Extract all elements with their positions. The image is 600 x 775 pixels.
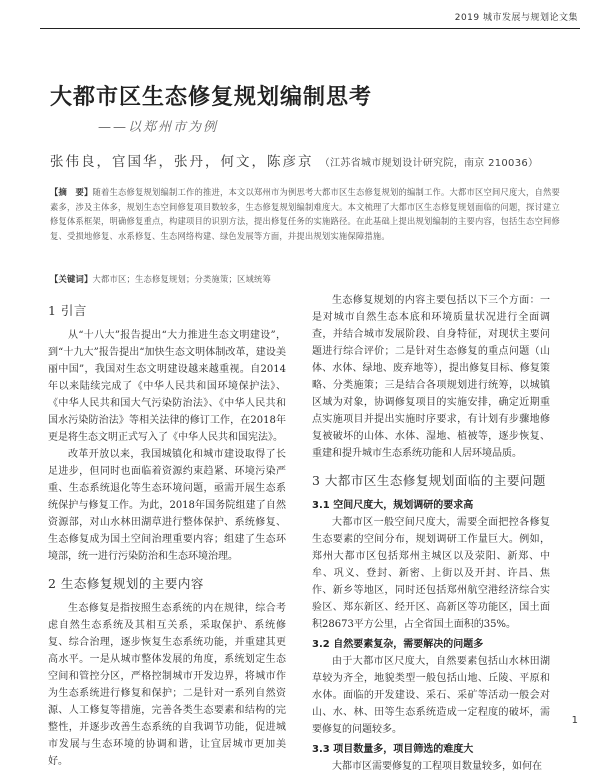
section-heading-introduction: 1 引言 [48, 303, 87, 318]
page-number: 1 [571, 715, 578, 726]
article-title: 大都市区生态修复规划编制思考 [50, 85, 373, 110]
paragraph: 由于大都市区尺度大，自然要素包括山水林田湖草较为齐全，地貌类型一般包括山地、丘陵、平原和水体。面临的开发建设、采石、采矿等活动一般会对山、水、林、田等生态系统造成一定程度的破坏，需要修复的问题较多。 [312, 656, 550, 735]
section-heading-problems: 3 大都市区生态修复规划面临的主要问题 [312, 473, 546, 488]
keywords [50, 272, 560, 286]
paragraph: 大都市区一般空间尺度大，需要全面把控各修复生态要素的空间分布，规划调研工作量巨大。例如，郑州大都市区包括郑州主城区以及荥阳、新郑、中牟、巩义、登封、新密、上街以及开封、许昌、焦作、新乡等地区，同时还包括郑州航空港经济综合实验区、郑东新区、经开区、高新区等功能区，国土面积28673平方公里，占全省国土面积的35%。 [312, 517, 550, 630]
article-subtitle: ——以郑州市为例 [98, 120, 219, 135]
paragraph: 生态修复规划的内容主要包括以下三个方面：一是对城市自然生态本底和环境质量状况进行全面调查，并结合城市发展阶段、自身特征，对现状主要问题进行综合评价；二是针对生态修复的重点问题（山体、水体、绿地、废弃地等），提出修复目标、修复策略、分类施策；三是结合各项规划进行统筹，以城镇区域为对象，协调修复项目的实施安排，确定近期重点实施项目并提出实施时序要求，有计划有步骤地修复被破坏的山体、水体、湿地、植被等，逐步恢复、重建和提升城市生态系统功能和人居环境品质。 [312, 295, 550, 459]
keywords-text: 大都市区；生态修复规划；分类施策；区域统筹 [92, 274, 271, 284]
abstract-label: 【摘 要】 [50, 187, 93, 197]
subsection-heading-3-2: 3.2 自然要素复杂，需要解决的问题多 [312, 639, 484, 650]
authors: 张伟良，官国华，张丹，何文，陈彦京 [50, 154, 314, 170]
paragraph: 改革开放以来，我国城镇化和城市建设取得了长足进步，但同时也面临着资源约束趋紧、环境污染严重、生态系统退化等生态环境问题，亟需开展生态系统保护与修复工作。为此，2018年国务院组建了自然资源部，对山水林田湖草进行整体保护、系统修复、生态修复成为国土空间治理重要内容；组建了生态环境部，统一进行污染防治和生态环境治理。 [48, 449, 286, 562]
author-line [50, 150, 538, 170]
left-column [48, 292, 286, 770]
section-heading-main-content: 2 生态修复规划的主要内容 [48, 576, 204, 591]
abstract-text: 随着生态修复规划编制工作的推进，本文以郑州市为例思考大都市区生态修复规划的编制工作。大都市区空间尺度大，自然要素多，涉及主体多，规划生态空间修复项目数较多，生态修复规划编制难度大。本文梳理了大都市区生态修复规划面临的问题，探讨建立修复体系框架，明确修复重点，构建项目的识别方法，提出修复任务的实施路径。在此基础上提出规划编制的主要内容，包括生态空间修复、受损地修复、水系修复、生态网络构建、绿色发展等方面，并提出规划实施保障措施。 [50, 187, 560, 241]
subsection-heading-3-1: 3.1 空间尺度大，规划调研的要求高 [312, 500, 474, 511]
paragraph: 从“十八大”报告提出“大力推进生态文明建设”，到“十九大”报告提出“加快生态文明体制改革，建设美丽中国”，我国对生态文明建设越来越重视。自2014年以来陆续完成了《中华人民共和国环境保护法》、《中华人民共和国大气污染防治法》、《中华人民共和国水污染防治法》等相关法律的修订工作，在2018年更是将生态文明正式写入了《中华人民共和国宪法》。 [48, 330, 286, 443]
affiliation: （江苏省城市规划设计研究院，南京 210036） [319, 158, 539, 169]
right-column [312, 292, 550, 775]
header-rule [40, 28, 580, 29]
paragraph: 大都市区需要修复的工程项目数量较多，如何在 [332, 761, 542, 772]
running-header: 2019 城市发展与规划论文集 [454, 13, 578, 23]
keywords-label: 【关键词】 [50, 274, 93, 284]
subsection-heading-3-3: 3.3 项目数量多，项目筛选的难度大 [312, 744, 474, 755]
abstract [50, 185, 560, 243]
paragraph: 生态修复是指按照生态系统的内在规律，综合考虑自然生态系统及其相互关系，采取保护、系统修复、综合治理，逐步恢复生态系统功能，并重建其更高水平。一是从城市整体发展的角度，系统划定生态空间和管控分区，严格控制城市开发边界，将城市作为生态系统进行修复和保护；二是针对一系列自然资源、人工修复等措施，完善各类生态要素和结构的完整性，并逐步改善生态系统的自我调节功能，促进城市发展与生态环境的协调和谐，让宜居城市更加美好。 [48, 603, 286, 767]
